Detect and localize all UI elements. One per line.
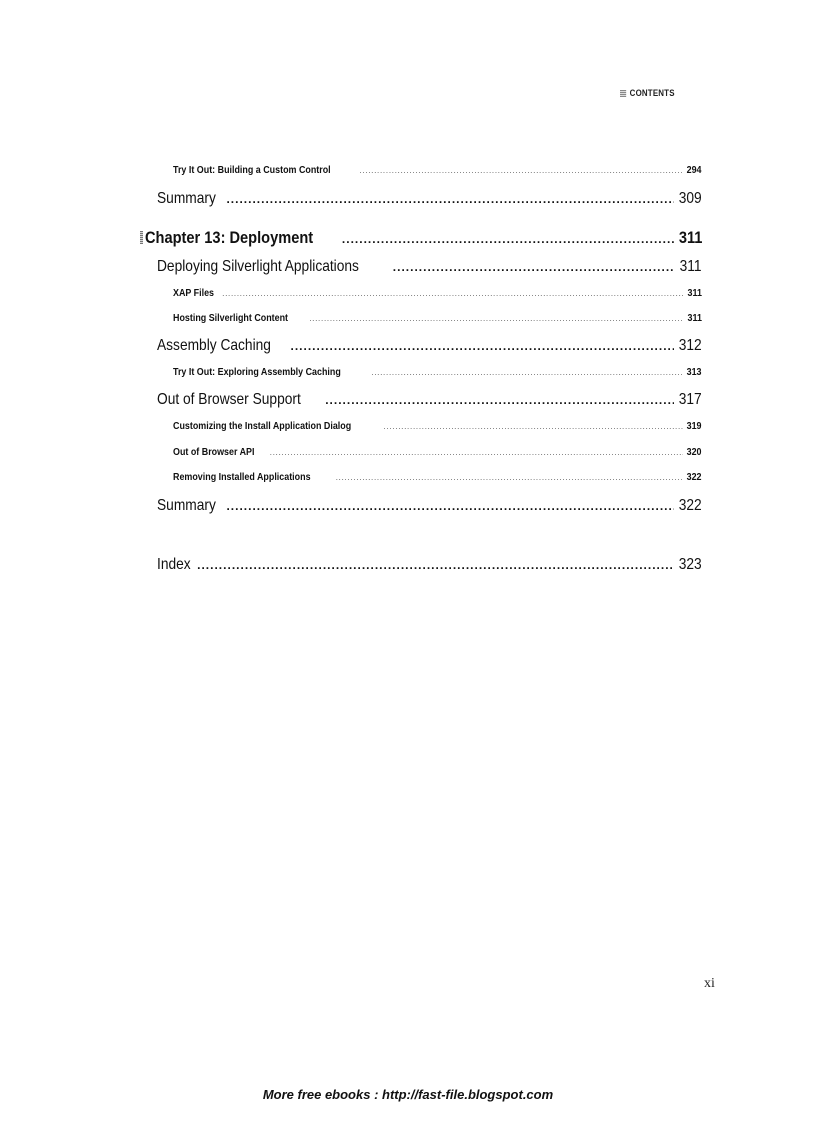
toc-entry-title: Hosting Silverlight Content xyxy=(173,312,289,324)
section-marker-icon xyxy=(620,90,626,97)
toc-entry-summary-ch12[interactable] xyxy=(140,190,702,208)
leader-dots xyxy=(226,499,674,513)
toc-entry-page: 323 xyxy=(679,556,702,573)
leader-dots xyxy=(222,291,684,298)
toc-entry-title: Try It Out: Exploring Assembly Caching xyxy=(173,366,341,378)
running-head-label: CONTENTS xyxy=(629,88,675,98)
leader-dots xyxy=(360,168,684,175)
toc-entry-hosting[interactable] xyxy=(140,312,702,324)
toc-entry-page: 313 xyxy=(687,366,702,378)
leader-dots xyxy=(197,558,674,572)
toc-entry-xap-files[interactable] xyxy=(140,287,702,299)
toc-entry-title: Out of Browser Support xyxy=(157,391,301,408)
leader-dots xyxy=(371,370,683,377)
toc-entry-removing-apps[interactable] xyxy=(140,471,702,483)
toc-entry-exploring-caching[interactable] xyxy=(140,366,702,378)
toc-entry-title: Removing Installed Applications xyxy=(173,471,311,483)
toc-entry-page: 311 xyxy=(687,312,702,324)
leader-dots xyxy=(291,339,675,353)
toc-entry-title: Assembly Caching xyxy=(157,337,271,354)
leader-dots xyxy=(309,316,684,323)
leader-dots xyxy=(270,450,684,457)
toc-entry-out-of-browser[interactable] xyxy=(140,391,702,409)
toc-entry-page: 322 xyxy=(687,471,702,483)
toc-entry-page: 311 xyxy=(680,258,702,275)
toc-entry-page: 311 xyxy=(687,287,702,299)
toc-entry-title: Customizing the Install Application Dialog xyxy=(173,420,352,432)
toc-entry-page: 322 xyxy=(679,497,702,514)
leader-dots xyxy=(393,260,676,274)
toc-entry-page: 312 xyxy=(679,337,702,354)
toc-entry-page: 317 xyxy=(679,391,702,408)
toc-entry-page: 309 xyxy=(679,190,702,207)
toc-entry-title: Deploying Silverlight Applications xyxy=(157,258,359,275)
toc-entry-page: 320 xyxy=(687,446,702,458)
toc-entry-custom-control[interactable] xyxy=(140,164,702,176)
toc-entry-page: 311 xyxy=(678,228,702,247)
leader-dots xyxy=(226,192,674,206)
toc-entry-title: Summary xyxy=(157,190,216,207)
footer-note: More free ebooks : http://fast-file.blogspot.com xyxy=(262,1087,554,1102)
toc-entry-page: 294 xyxy=(687,164,702,176)
toc-entry-title: Index xyxy=(157,556,191,573)
leader-dots xyxy=(325,393,674,407)
toc-entry-assembly-caching[interactable] xyxy=(140,337,702,355)
toc-entry-title: XAP Files xyxy=(173,287,215,299)
toc-entry-deploying[interactable] xyxy=(140,258,702,276)
toc-entry-summary-ch13[interactable] xyxy=(140,497,702,515)
toc-entry-title: Out of Browser API xyxy=(173,446,255,458)
toc-entry-index[interactable] xyxy=(140,556,702,574)
toc-entry-title: Try It Out: Building a Custom Control xyxy=(173,164,331,176)
leader-dots xyxy=(336,475,684,482)
toc-entry-install-dialog[interactable] xyxy=(140,420,702,432)
toc-entry-title: Chapter 13: Deployment xyxy=(145,228,314,247)
page-number: xi xyxy=(704,976,715,991)
leader-dots xyxy=(384,424,684,431)
chapter-marker-icon xyxy=(140,231,143,244)
leader-dots xyxy=(342,232,674,246)
toc-entry-page: 319 xyxy=(687,420,702,432)
toc-entry-title: Summary xyxy=(157,497,216,514)
running-head xyxy=(620,88,690,98)
toc-entry-chapter-13[interactable] xyxy=(140,228,702,248)
toc-entry-oob-api[interactable] xyxy=(140,446,702,458)
